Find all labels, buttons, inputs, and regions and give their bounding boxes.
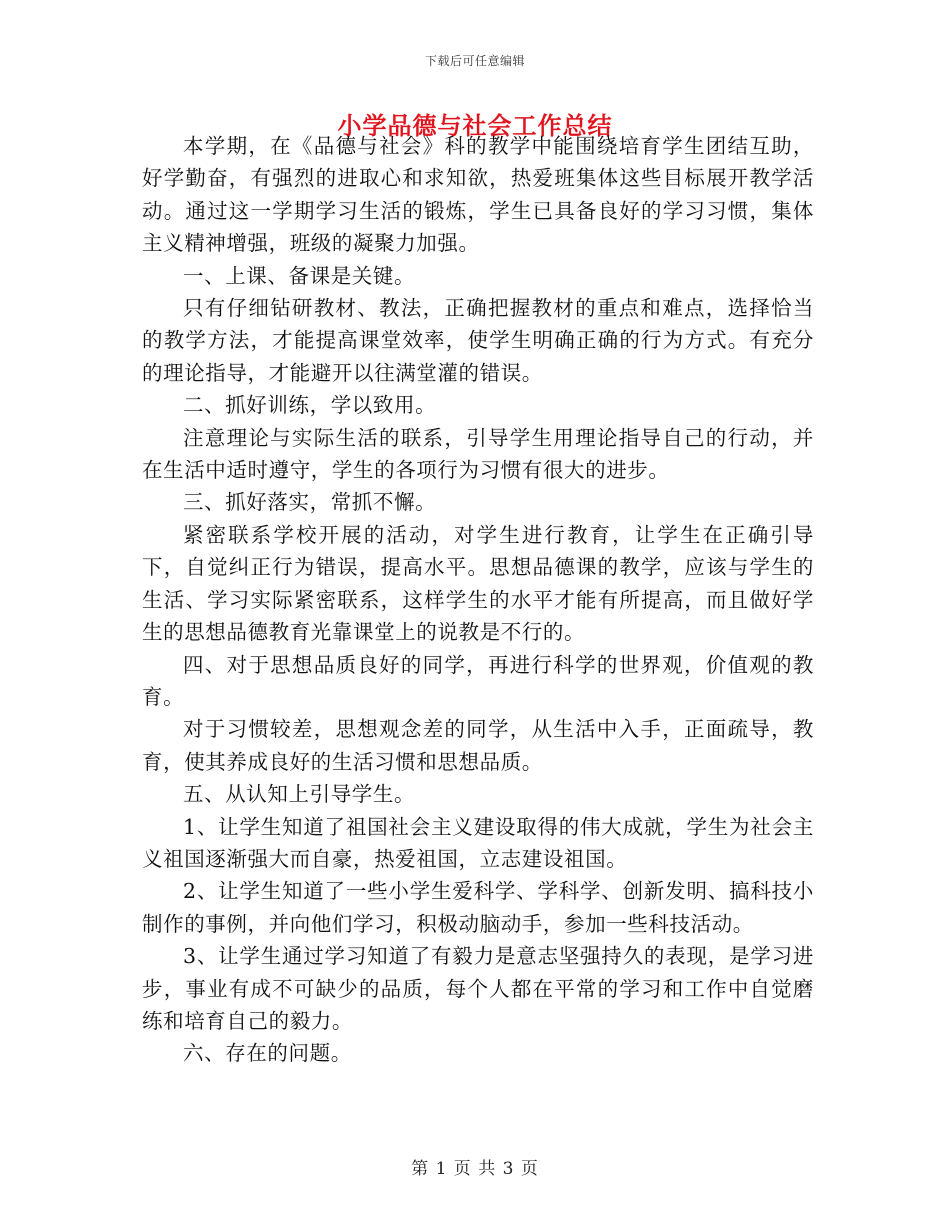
page-number: 第 1 页 共 3 页 — [411, 1159, 539, 1179]
section-heading-3: 三、抓好落实，常抓不懈。 — [183, 490, 437, 515]
paragraph: 只有仔细钻研教材、教法，正确把握教材的重点和难点，选择恰当的教学方法，才能提高课堂效率，使学生明确正确的行为方式。有充分的理论指导，才能避开以往满堂灌的错误。 — [142, 296, 814, 385]
list-item: 2、让学生知道了一些小学生爱科学、学科学、创新发明、搞科技小制作的事例，并向他们学习，积极动脑动手，参加一些科技活动。 — [142, 879, 814, 936]
section-heading-6: 六、存在的问题。 — [183, 1041, 352, 1066]
list-item: 1、让学生知道了祖国社会主义建设取得的伟大成就，学生为社会主义祖国逐渐强大而自豪，热爱祖国，立志建设祖国。 — [142, 814, 814, 871]
section-heading-5: 五、从认知上引导学生。 — [183, 782, 416, 807]
section-heading-1: 一、上课、备课是关键。 — [183, 263, 416, 288]
section-heading-2: 二、抓好训练，学以致用。 — [183, 393, 437, 418]
paragraph: 紧密联系学校开展的活动，对学生进行教育，让学生在正确引导下，自觉纠正行为错误，提高水平。思想品德课的教学，应该与学生的生活、学习实际紧密联系，这样学生的水平才能有所提高，而且做好学生的思想品德教育光靠课堂上的说教是不行的。 — [142, 522, 814, 645]
paragraph: 注意理论与实际生活的联系，引导学生用理论指导自己的行动，并在生活中适时遵守，学生的各项行为习惯有很大的进步。 — [142, 425, 814, 483]
document-title: 小学品德与社会工作总结 — [337, 112, 613, 140]
document-body — [142, 130, 814, 1070]
paragraph: 对于习惯较差，思想观念差的同学，从生活中入手，正面疏导，教育，使其养成良好的生活习惯和思想品质。 — [142, 717, 814, 774]
section-heading-4: 四、对于思想品质良好的同学，再进行科学的世界观，价值观的教育。 — [142, 652, 814, 709]
list-item: 3、让学生通过学习知道了有毅力是意志坚强持久的表现，是学习进步，事业有成不可缺少的品质，每个人都在平常的学习和工作中自觉磨练和培育自己的毅力。 — [142, 944, 814, 1033]
paragraph-intro: 本学期，在《品德与社会》科的教学中能围绕培育学生团结互助，好学勤奋，有强烈的进取心和求知欲，热爱班集体这些目标展开教学活动。通过这一学期学习生活的锻炼，学生已具备良好的学习习惯，集体主义精神增强，班级的凝聚力加强。 — [142, 134, 814, 256]
header-note: 下载后可任意编辑 — [424, 54, 525, 68]
